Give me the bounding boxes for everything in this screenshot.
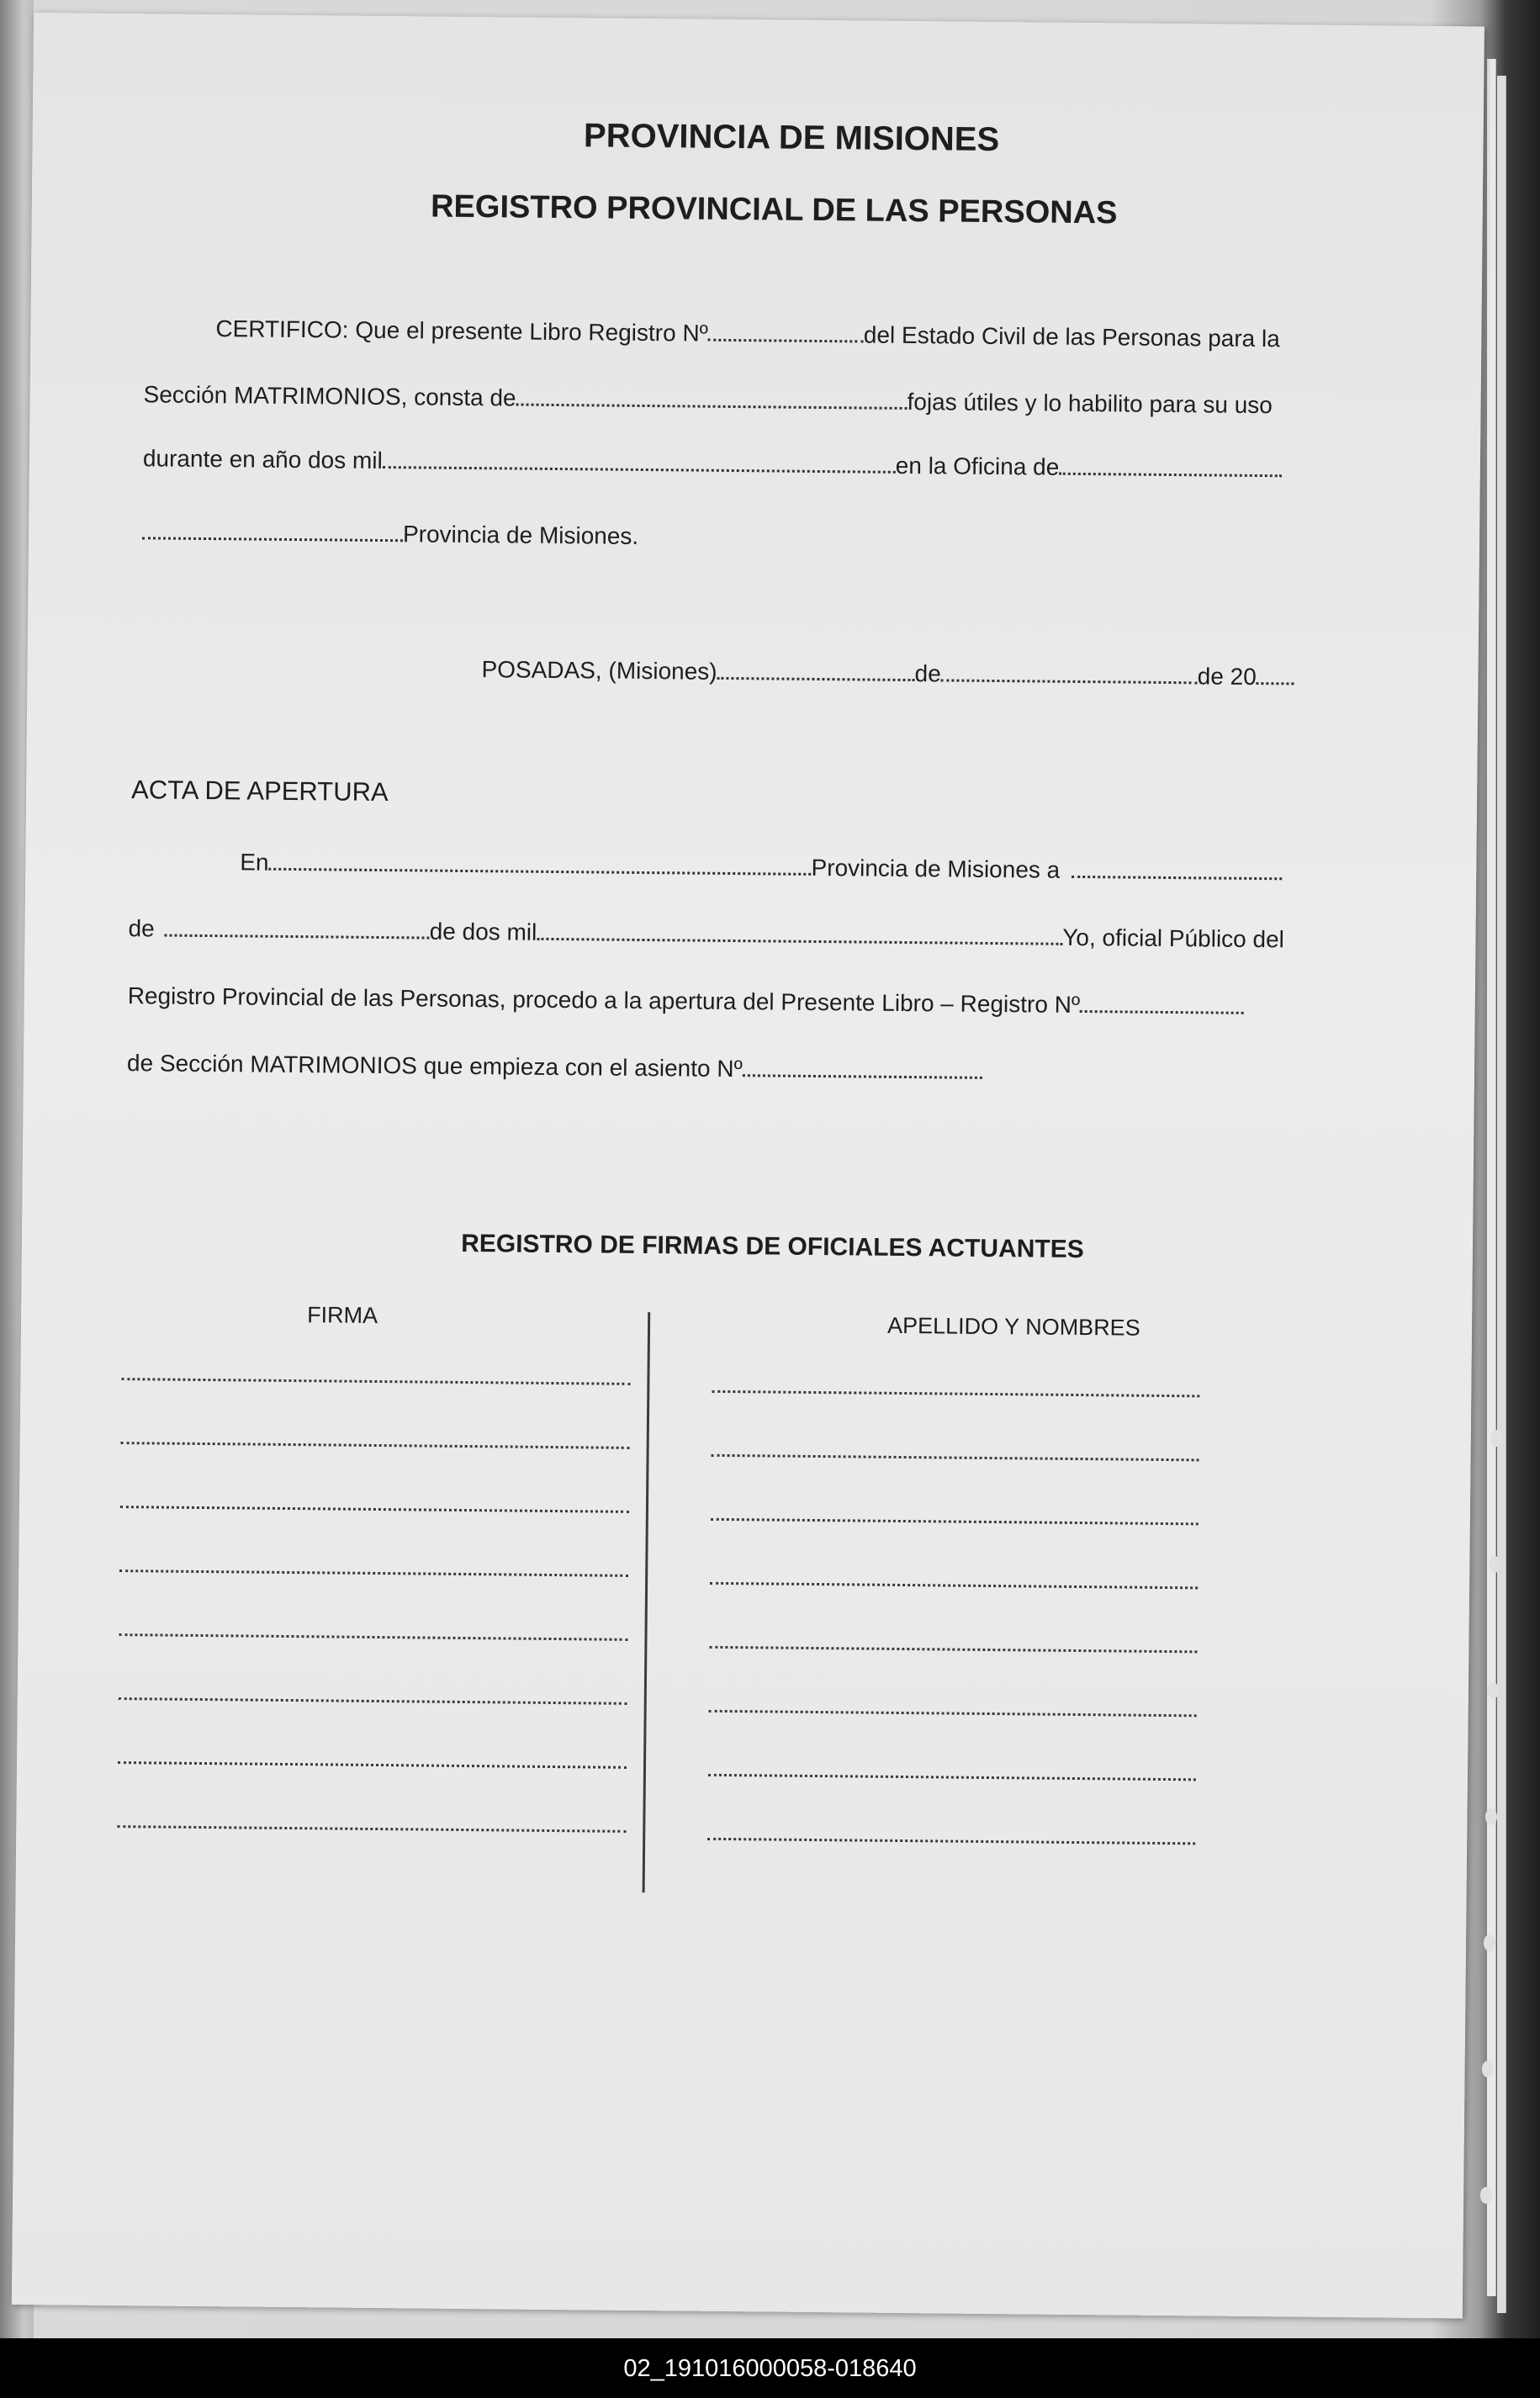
fill-field[interactable] [142,518,403,542]
certificate-line-1 [215,315,1280,352]
place-date-text: de 20 [1197,663,1257,690]
signature-line[interactable] [120,1506,629,1513]
certificate-text: CERTIFICO: Que el presente Libro Registro Nº [215,315,709,347]
binding-hole [1489,1556,1500,1573]
binding-hole [1484,1935,1495,1951]
name-line[interactable] [710,1582,1198,1590]
column-divider [643,1312,651,1892]
fill-field[interactable] [165,916,430,940]
fill-field[interactable] [1059,454,1282,478]
acta-text: Provincia de Misiones a [811,854,1061,883]
signature-line[interactable] [119,1633,627,1641]
fill-field[interactable] [941,660,1198,684]
acta-text: Yo, oficial Público del [1062,924,1285,953]
binding-hole [1485,1808,1497,1825]
name-line[interactable] [712,1390,1199,1398]
certificate-text: durante en año dos mil [142,445,383,474]
binding-hole [1480,2187,1492,2204]
page-title: PROVINCIA DE MISIONES [583,117,1000,159]
fill-field[interactable] [1080,992,1244,1014]
signature-line[interactable] [117,1825,626,1833]
acta-line-3 [128,982,1245,1020]
signature-line[interactable] [121,1442,630,1449]
image-caption: 02_191016000058-018640 [623,2355,917,2382]
fill-field[interactable] [537,919,1062,945]
certificate-text: Sección MATRIMONIOS, consta de [143,381,516,411]
fill-field[interactable] [516,385,908,410]
acta-text: de [128,915,155,942]
binding-hole [1487,1682,1499,1699]
acta-text: Registro Provincial de las Personas, procedo a la apertura del Presente Libro – Registro Nº [127,982,1081,1018]
place-date-text: de [914,660,941,687]
certificate-text: fojas útiles y lo habilito para su uso [907,388,1273,419]
signature-line[interactable] [121,1378,630,1385]
column-header-firma: FIRMA [307,1302,378,1328]
fill-field[interactable] [1072,857,1282,880]
place-date-text: POSADAS, (Misiones) [481,656,717,685]
acta-line-2 [128,915,1284,953]
name-line[interactable] [711,1518,1199,1526]
certificate-text: en la Oficina de [895,452,1060,480]
page-subtitle: REGISTRO PROVINCIAL DE LAS PERSONAS [430,188,1118,231]
signature-line[interactable] [119,1697,627,1705]
fill-field[interactable] [743,1056,982,1079]
acta-line-4 [127,1050,982,1085]
certificate-text: del Estado Civil de las Personas para la [863,321,1280,352]
binding-hole [1490,1430,1502,1447]
page-stack-edge [1487,59,1496,2296]
certificate-line-3 [143,445,1283,483]
page-stack-edge [1497,76,1506,2313]
fill-field[interactable] [717,659,915,681]
column-header-apellido-nombres: APELLIDO Y NOMBRES [886,1312,1140,1341]
acta-line-1 [240,849,1282,886]
place-date-line [481,656,1294,691]
binding-hole [1482,2061,1494,2078]
fill-field[interactable] [383,447,896,474]
fill-field[interactable] [268,850,811,876]
name-line[interactable] [712,1454,1199,1462]
name-line[interactable] [709,1710,1197,1718]
acta-text: En [240,849,269,876]
section-heading: ACTA DE APERTURA [130,775,389,807]
signature-register-title: REGISTRO DE FIRMAS DE OFICIALES ACTUANTES [461,1229,1084,1264]
document-page [12,13,1484,2318]
fill-field[interactable] [708,320,864,343]
certificate-text: Provincia de Misiones. [402,521,639,549]
signature-line[interactable] [119,1570,628,1577]
acta-text: de dos mil [429,918,537,945]
acta-text: de Sección MATRIMONIOS que empieza con el asiento Nº [126,1050,743,1083]
name-line[interactable] [707,1838,1195,1845]
name-line[interactable] [709,1646,1197,1654]
certificate-line-2 [143,381,1272,419]
certificate-line-4 [142,518,638,550]
signature-line[interactable] [118,1761,627,1769]
fill-field[interactable] [1257,664,1294,685]
name-line[interactable] [708,1774,1196,1781]
